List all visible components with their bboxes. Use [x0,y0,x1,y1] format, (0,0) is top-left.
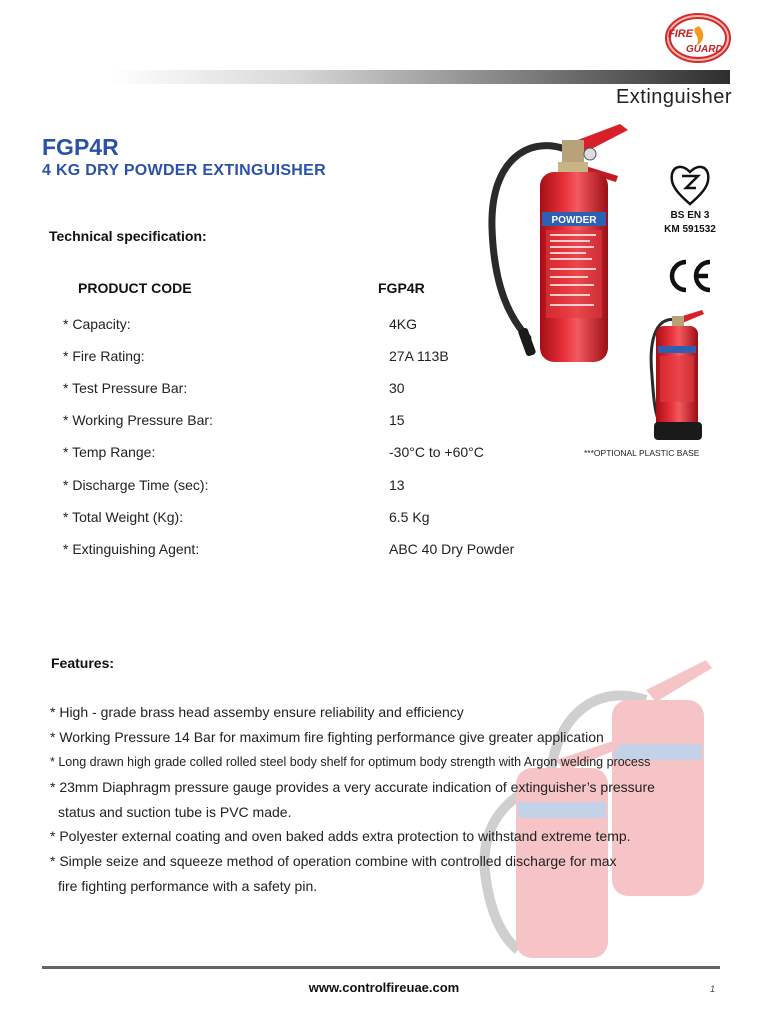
logo-text-fire: FIRE [668,28,694,40]
feature-item-continuation: status and suction tube is PVC made. [58,804,292,820]
product-model: FGP4R [42,134,119,160]
product-code-label: PRODUCT CODE [78,280,192,296]
spec-value: 4KG [389,316,418,332]
spec-label: * Temp Range: [63,444,156,460]
optional-base-note: ***OPTIONAL PLASTIC BASE [584,448,700,458]
extinguisher-image [470,118,650,378]
spec-value: 30 [389,380,405,396]
feature-item: * Simple seize and squeeze method of operation combine with controlled discharge for max [50,853,617,869]
bs-km-number: KM 591532 [664,224,716,235]
product-subtitle: 4 KG DRY POWDER EXTINGUISHER [42,162,326,179]
ce-mark-icon [664,256,716,296]
spec-label: * Capacity: [63,316,131,332]
feature-item-continuation: fire fighting performance with a safety pin. [58,878,318,894]
feature-item: * Polyester external coating and oven baked adds extra protection to withstand extreme temp. [50,828,631,844]
product-code-value: FGP4R [378,280,425,296]
category-title: Extinguisher [615,86,732,108]
spec-value: ABC 40 Dry Powder [389,541,515,557]
spec-value: 13 [389,477,405,493]
spec-label: * Fire Rating: [63,348,145,364]
feature-item: * Working Pressure 14 Bar for maximum fire fighting performance give greater application [50,729,604,745]
spec-label: * Total Weight (Kg): [63,509,184,525]
spec-value: -30°C to +60°C [389,444,484,460]
bs-certification [650,209,730,237]
spec-heading: Technical specification: [49,228,207,244]
fire-guard-logo [662,10,732,66]
feature-item: * 23mm Diaphragm pressure gauge provides a very accurate indication of extinguisher’s pressure [50,779,655,795]
feature-item: * Long drawn high grade colled rolled steel body shelf for optimum body strength with Argon welding process [50,755,651,769]
spec-value: 6.5 Kg [389,509,430,525]
spec-label: * Extinguishing Agent: [63,541,200,557]
page-number: 1 [710,984,716,994]
spec-label: * Test Pressure Bar: [63,380,188,396]
header-gradient-bar [110,70,730,84]
features-heading: Features: [51,655,115,671]
footer-website-link[interactable]: www.controlfireuae.com [308,980,460,995]
feature-item: * High - grade brass head assemby ensure reliability and efficiency [50,704,464,720]
spec-row-discharge-time [63,477,583,497]
spec-row-total-weight [63,509,583,529]
spec-row-extinguishing-agent [63,541,583,561]
kitemark-icon [666,160,714,208]
logo-text-guard: GUARD [686,44,723,55]
footer-divider [42,966,720,969]
spec-value: 27A 113B [389,348,449,364]
spec-row-working-pressure [63,412,583,432]
spec-label: * Working Pressure Bar: [63,412,213,428]
bs-standard: BS EN 3 [670,210,710,221]
spec-row-temp-range [63,444,583,464]
extinguisher-label-text: POWDER [551,215,597,226]
faded-extinguishers-image [456,640,726,960]
spec-label: * Discharge Time (sec): [63,477,209,493]
extinguisher-with-base-image [636,306,716,446]
spec-row-test-pressure [63,380,583,400]
spec-value: 15 [389,412,405,428]
